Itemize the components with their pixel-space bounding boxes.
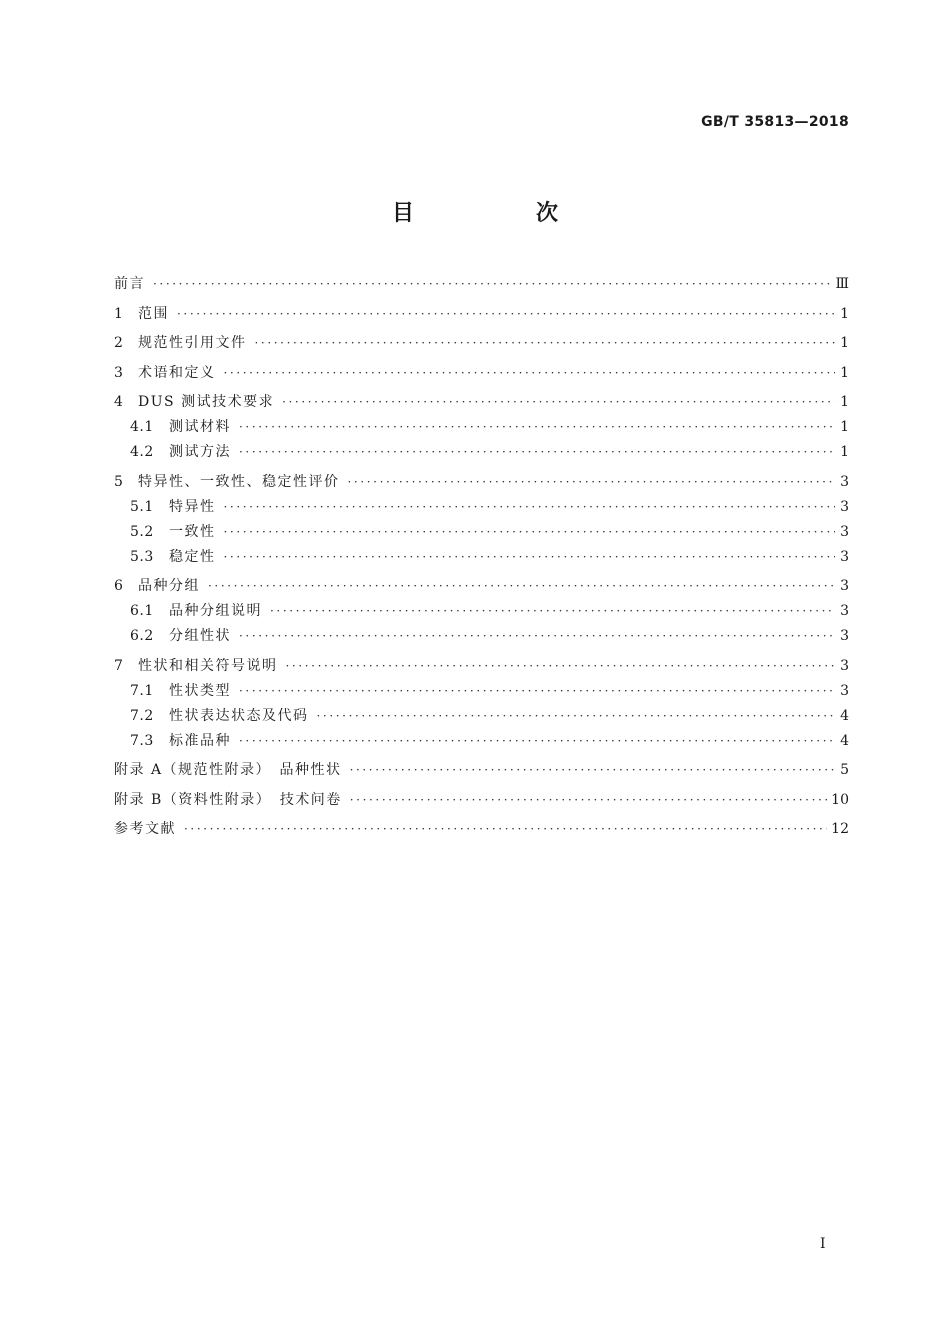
toc-entry-label: 品种分组说明 xyxy=(169,603,262,619)
toc-entry-label: 测试方法 xyxy=(169,444,231,460)
toc-entry-label: 范围 xyxy=(138,305,169,322)
toc-entry[interactable] xyxy=(114,302,849,327)
toc-dot-leader xyxy=(208,574,835,599)
toc-entry[interactable] xyxy=(114,599,849,624)
toc-entry-page: 3 xyxy=(840,603,849,619)
toc-entry-number: 3 xyxy=(114,364,124,381)
toc-entry[interactable] xyxy=(114,679,849,704)
toc-entry-label: 规范性引用文件 xyxy=(138,335,247,351)
toc-entry-page: 12 xyxy=(831,821,849,837)
toc-entry-label: 特异性 xyxy=(169,498,216,515)
toc-entry[interactable] xyxy=(114,272,849,297)
toc-entry[interactable] xyxy=(114,520,849,545)
toc-entry-page: 1 xyxy=(840,419,849,435)
toc-dot-leader xyxy=(239,679,835,704)
toc-entry-label: 品种分组 xyxy=(138,578,200,594)
toc-entry-page: 1 xyxy=(840,444,849,460)
toc-dot-leader xyxy=(239,415,835,440)
toc-entry[interactable] xyxy=(114,758,849,783)
toc-dot-leader xyxy=(153,272,831,297)
toc-entry-label: DUS 测试技术要求 xyxy=(138,394,275,410)
toc-entry-number: 4.2 xyxy=(130,444,154,460)
toc-dot-leader xyxy=(348,470,836,495)
toc-entry-number: 7.3 xyxy=(130,732,154,749)
toc-entry-label: 一致性 xyxy=(169,523,216,540)
toc-entry[interactable] xyxy=(114,817,849,842)
toc-entry-label: 术语和定义 xyxy=(138,364,216,381)
toc-entry-number: 4.1 xyxy=(130,419,154,435)
toc-entry[interactable] xyxy=(114,624,849,649)
toc-entry-page: 1 xyxy=(840,364,849,381)
toc-entry-number: 6.2 xyxy=(130,628,154,644)
toc-entry[interactable] xyxy=(114,470,849,495)
toc-entry-label: 性状和相关符号说明 xyxy=(138,657,278,674)
toc-entry-number: 7.2 xyxy=(130,707,154,724)
toc-title: 目 次 xyxy=(391,201,608,226)
toc-entry-number: 5 xyxy=(114,473,124,490)
toc-dot-leader xyxy=(239,624,835,649)
toc-entry-number: 5.2 xyxy=(130,523,154,540)
toc-dot-leader xyxy=(224,495,836,520)
toc-entry-label: 性状表达状态及代码 xyxy=(169,707,309,724)
toc-entry-number: 1 xyxy=(114,305,124,322)
toc-entry-page: 1 xyxy=(840,335,849,351)
toc-dot-leader xyxy=(270,599,835,624)
toc-entry-page: 4 xyxy=(840,732,849,749)
toc-entry-page: Ⅲ xyxy=(835,276,849,292)
toc-dot-leader xyxy=(184,817,827,842)
toc-dot-leader xyxy=(224,545,836,570)
toc-entry-label: 前言 xyxy=(114,276,145,292)
toc-dot-leader xyxy=(177,302,835,327)
toc-dot-leader xyxy=(286,654,836,679)
page-number: Ⅰ xyxy=(820,1236,826,1252)
toc-entry-page: 3 xyxy=(840,628,849,644)
toc-entry-label: 性状类型 xyxy=(169,682,231,699)
toc-entry[interactable] xyxy=(114,788,849,813)
toc-entry-label: 附录 A（规范性附录） 品种性状 xyxy=(114,762,342,778)
toc-entry-label: 标准品种 xyxy=(169,732,231,749)
toc-entry-page: 3 xyxy=(840,578,849,594)
toc-entry-label: 参考文献 xyxy=(114,821,176,837)
toc-entry-label: 特异性、一致性、稳定性评价 xyxy=(138,473,340,490)
toc-entry[interactable] xyxy=(114,574,849,599)
table-of-contents xyxy=(114,272,849,842)
toc-entry[interactable] xyxy=(114,545,849,570)
toc-entry-page: 3 xyxy=(840,498,849,515)
toc-entry[interactable] xyxy=(114,415,849,440)
toc-entry-page: 3 xyxy=(840,523,849,540)
toc-entry-page: 1 xyxy=(840,305,849,322)
toc-entry-number: 5.3 xyxy=(130,548,154,565)
toc-entry-label: 测试材料 xyxy=(169,419,231,435)
toc-entry-page: 3 xyxy=(840,682,849,699)
toc-dot-leader xyxy=(224,361,836,386)
toc-entry-number: 7.1 xyxy=(130,682,154,699)
toc-dot-leader xyxy=(224,520,836,545)
toc-entry-number: 6 xyxy=(114,578,124,594)
toc-entry-number: 7 xyxy=(114,657,124,674)
toc-dot-leader xyxy=(239,729,835,754)
toc-entry-label: 稳定性 xyxy=(169,548,216,565)
toc-entry[interactable] xyxy=(114,440,849,465)
toc-dot-leader xyxy=(239,440,835,465)
toc-entry[interactable] xyxy=(114,495,849,520)
toc-entry[interactable] xyxy=(114,331,849,356)
toc-entry-page: 3 xyxy=(840,548,849,565)
toc-entry-page: 3 xyxy=(840,473,849,490)
toc-entry-number: 2 xyxy=(114,335,124,351)
toc-entry-page: 10 xyxy=(831,791,849,808)
toc-dot-leader xyxy=(350,788,827,813)
toc-entry-page: 3 xyxy=(840,657,849,674)
toc-entry[interactable] xyxy=(114,704,849,729)
toc-dot-leader xyxy=(350,758,835,783)
toc-entry[interactable] xyxy=(114,654,849,679)
toc-entry-page: 5 xyxy=(840,762,849,778)
toc-dot-leader xyxy=(317,704,836,729)
toc-entry-label: 分组性状 xyxy=(169,628,231,644)
toc-entry[interactable] xyxy=(114,390,849,415)
toc-entry-number: 4 xyxy=(114,394,124,410)
toc-entry[interactable] xyxy=(114,729,849,754)
standard-code: GB/T 35813—2018 xyxy=(701,114,849,130)
toc-dot-leader xyxy=(282,390,835,415)
toc-entry-page: 4 xyxy=(840,707,849,724)
toc-entry-label: 附录 B（资料性附录） 技术问卷 xyxy=(114,791,342,808)
toc-entry-number: 5.1 xyxy=(130,498,154,515)
toc-dot-leader xyxy=(255,331,836,356)
toc-entry-number: 6.1 xyxy=(130,603,154,619)
toc-entry[interactable] xyxy=(114,361,849,386)
toc-entry-page: 1 xyxy=(840,394,849,410)
